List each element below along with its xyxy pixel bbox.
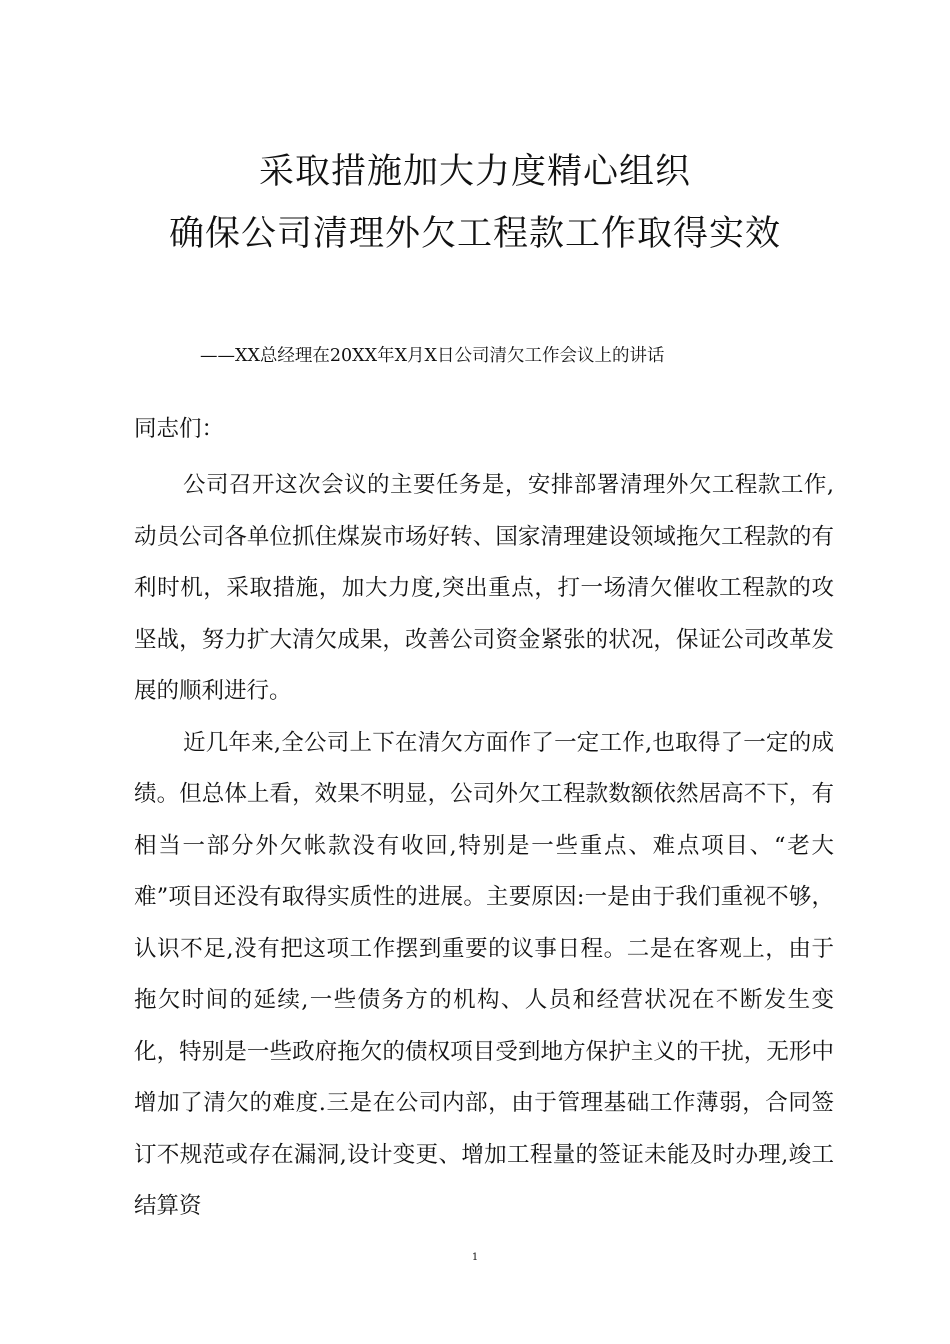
- salutation: 同志们：: [134, 416, 225, 442]
- title-line-2: 确保公司清理外欠工程款工作取得实效: [168, 214, 781, 254]
- paragraph-2: 近几年来,全公司上下在清欠方面作了一定工作,也取得了一定的成绩。但总体上看，效果不明显，公司外欠工程款数额依然居高不下，有相当一部分外欠帐款没有收回,特别是一些重点、难点项目、“老大难”项目还没有取得实质性的进展。主要原因:一是由于我们重视不够，认识不足,没有把这项工作摆到重要的议事日程。二是在客观上，由于拖欠时间的延续,一些债务方的机构、人员和经营状况在不断发生变化，特别是一些政府拖欠的债权项目受到地方保护主义的干扰，无形中增加了清欠的难度.三是在公司内部，由于管理基础工作薄弱，合同签订不规范或存在漏洞,设计变更、增加工程量的签证未能及时办理,竣工结算资: [134, 729, 834, 1219]
- body-text: [134, 460, 834, 1233]
- paragraph-1: 公司召开这次会议的主要任务是，安排部署清理外欠工程款工作,动员公司各单位抓住煤炭市场好转、国家清理建设领域拖欠工程款的有利时机，采取措施，加大力度,突出重点，打一场清欠催收工程款的攻坚战，努力扩大清欠成果，改善公司资金紧张的状况，保证公司改革发展的顺利进行。: [134, 472, 834, 704]
- subtitle: ——XX总经理在20XX年X月X日公司清欠工作会议上的讲话: [200, 346, 665, 366]
- title-line-1: 采取措施加大力度精心组织: [258, 152, 691, 192]
- page-number: 1: [471, 1252, 479, 1263]
